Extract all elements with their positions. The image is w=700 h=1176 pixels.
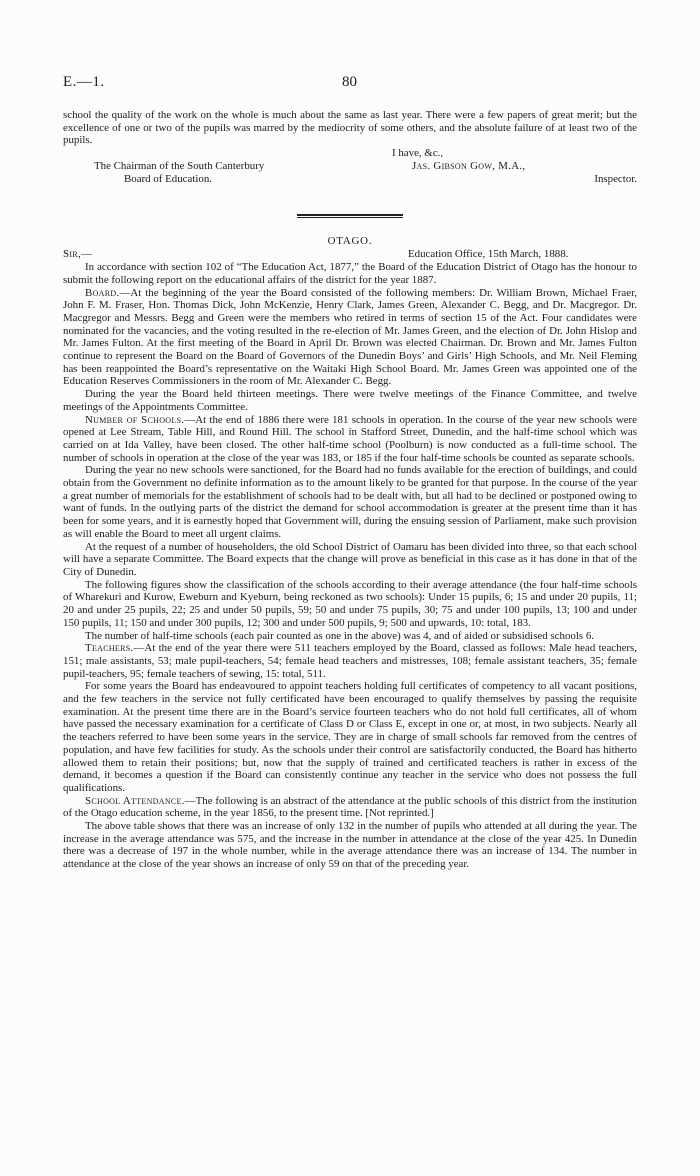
sign-off: I have, &c.,	[392, 147, 444, 160]
report-paragraph	[63, 795, 637, 820]
paragraph-text: During the year no new schools were sanctioned, for the Board had no funds available for the erection of buildings, and could obtain from the Government no definite information as to the amount likely to be granted for that purpose. In the course of the year a great number of memorials for the establishment of schools had to be dealt with, but all had to be declined or postponed owing to want of funds. In the outlying parts of the district the demand for school accommodation is greater at the present time than it has been for some years, and it is earnestly hoped that Government will, during the ensuing session of Parliament, make such provision as will enable the Board to meet all urgent claims.	[63, 464, 637, 540]
paragraph-heading: Teachers.	[85, 642, 134, 655]
recipient-line-1: The Chairman of the South Canterbury	[94, 160, 265, 173]
page-header	[63, 74, 637, 94]
report-paragraph	[63, 287, 637, 389]
canterbury-closing-paragraph: school the quality of the work on the whole is much about the same as last year. There were a few papers of great merit; but the excellence of one or two of the pupils was marred by the mediocrity of some others, and the absolute failure of at least two of the pupils.	[63, 109, 637, 147]
paragraph-text: In accordance with section 102 of “The Education Act, 1877,” the Board of the Education District of Otago has the honour to submit the following report on the educational affairs of the district for the year 1887.	[63, 261, 637, 286]
paragraph-text: The number of half-time schools (each pair counted as one in the above) was 4, and of aided or subsidised schools 6.	[85, 629, 594, 642]
paragraph-text: At the request of a number of householders, the old School District of Oamaru has been divided into three, so that each school will have a separate Committee. The Board expects that the change will prove as beneficial in this case as it has done in that of the City of Dunedin.	[63, 540, 637, 578]
page-number: 80	[342, 74, 357, 90]
report-paragraph	[63, 414, 637, 465]
paragraph-text: The above table shows that there was an increase of only 132 in the number of pupils who attended at all during the year. The increase in the average attendance was 575, and the increase in the number in attendance at the close of the year 425. In Dunedin there was a decrease of 197 in the whole number, while in the average attendance there was an increase of 134. The number in attendance at the close of the year shows an increase of only 59 on that of the preceding year.	[63, 820, 637, 871]
report-paragraph	[63, 541, 637, 579]
paragraph-text: —At the end of 1886 there were 181 schools in operation. In the course of the year new schools were opened at Lee Stream, Table Hill, and Round Hill. The school in Stafford Street, Dunedin, and the half-time school which was carried on at Ida Valley, have been closed. The other half-time school (Poolburn) is now conducted as a full-time school. The number of schools in operation at the close of the year was 183, or 185 if the four half-time schools be counted as separate schools.	[63, 413, 637, 464]
page-body	[63, 109, 637, 871]
paragraph-text: For some years the Board has endeavoured to appoint teachers holding full certificates of competency to all vacant positions, and the few teachers in the service not fully certificated have been encouraged to qualify themselves by passing the requisite examination. At the present time there are in the Board’s service fourteen teachers who do not hold full certificates, all of whom have passed the necessary examination for a certificate of Class D or Class E, except in one or, at most, in two subjects. Nearly all the teachers referred to have been some years in the service. They are in charge of small schools far removed from the centres of population, and have few facilities for study. As the schools under their control are satisfactorily conducted, the Board has hitherto allowed them to retain their positions; but, now that the supply of trained and certificated teachers is rather in excess of the demand, it becomes a question if the Board can consistently continue any teacher in the service who does not possess the full qualifications.	[63, 680, 637, 794]
paragraph-text: During the year the Board held thirteen meetings. There were twelve meetings of the Finance Committee, and twelve meetings of the Appointments Committee.	[63, 388, 637, 413]
report-paragraph	[63, 820, 637, 871]
paragraph-text: The following figures show the classification of the schools according to their average attendance (the four half-time schools of Wharekuri and Kurow, Eweburn and Kyeburn, being reckoned as two schools): Under 15 pupils, 6; 15 and under 20 pupils, 11; 20 and under 25 pupils, 22; 25 and under 50 pupils, 59; 50 and under 75 pupils, 30; 75 and under 100 pupils, 13; 100 and under 150 pupils, 11; 150 and under 300 pupils, 12; 300 and under 500 pupils, 9; 500 and upwards, 10: total, 183.	[63, 578, 637, 629]
report-paragraph	[63, 642, 637, 680]
signatory-name: Jas. Gibson Gow, M.A.,	[412, 160, 526, 173]
report-paragraph	[63, 630, 637, 643]
report-paragraph	[63, 261, 637, 286]
salutation: Sir,—	[63, 248, 93, 261]
paragraph-heading: Number of Schools.	[85, 413, 185, 426]
signature-block	[63, 147, 637, 198]
recipient-line-2: Board of Education.	[124, 173, 213, 186]
report-paragraphs	[63, 261, 637, 871]
report-paragraph	[63, 388, 637, 413]
report-paragraph	[63, 680, 637, 794]
salutation-line	[63, 248, 637, 261]
paragraph-text: —The following is an abstract of the attendance at the public schools of this district from the institution of the Otago education scheme, in the year 1856, to the present time. [Not reprinted.]	[63, 794, 638, 820]
report-paragraph	[63, 579, 637, 630]
report-paragraph	[63, 464, 637, 540]
paragraph-text: —At the beginning of the year the Board consisted of the following members: Dr. William Brown, Michael Fraer, John F. M. Fraser, Hon. Thomas Dick, John McKenzie, Henry Clark, James Green, Alexander C. Begg, and Dr. Macgregor. Dr. Macgregor and Messrs. Begg and Green were the members who retired in terms of section 15 of the Act. Four candidates were nominated for the vacancies, and the voting resulted in the re-election of Mr. James Green, and the election of Dr. John Hislop and Mr. James Fulton. At the first meeting of the Board in April Dr. Brown was elected Chairman. Dr. Brown and Mr. James Fulton continue to represent the Board on the Board of Governors of the Dunedin Boys’ and Girls’ High Schools, and Mr. Neil Fleming has been reappointed the Board’s representative on the Waitaki High School Board. Mr. James Green was appointed one of the Education Reserves Commissioners in the room of Mr. Alexander C. Begg.	[63, 286, 637, 388]
section-reference: E.—1.	[63, 74, 105, 90]
dateline: Education Office, 15th March, 1888.	[408, 248, 569, 261]
paragraph-heading: School Attendance.	[85, 794, 185, 807]
paragraph-heading: Board.	[85, 286, 120, 299]
section-title: OTAGO.	[327, 235, 373, 248]
section-divider	[297, 214, 403, 218]
signatory-title: Inspector.	[594, 173, 637, 186]
paragraph-text: —At the end of the year there were 511 teachers employed by the Board, classed as follows: Male head teachers, 151; male assistants, 53; male pupil-teachers, 54; female head teachers and mistresses, 108; female assistant teachers, 35; female pupil-teachers, 95; female teachers of sewing, 15: total, 511.	[63, 642, 637, 680]
